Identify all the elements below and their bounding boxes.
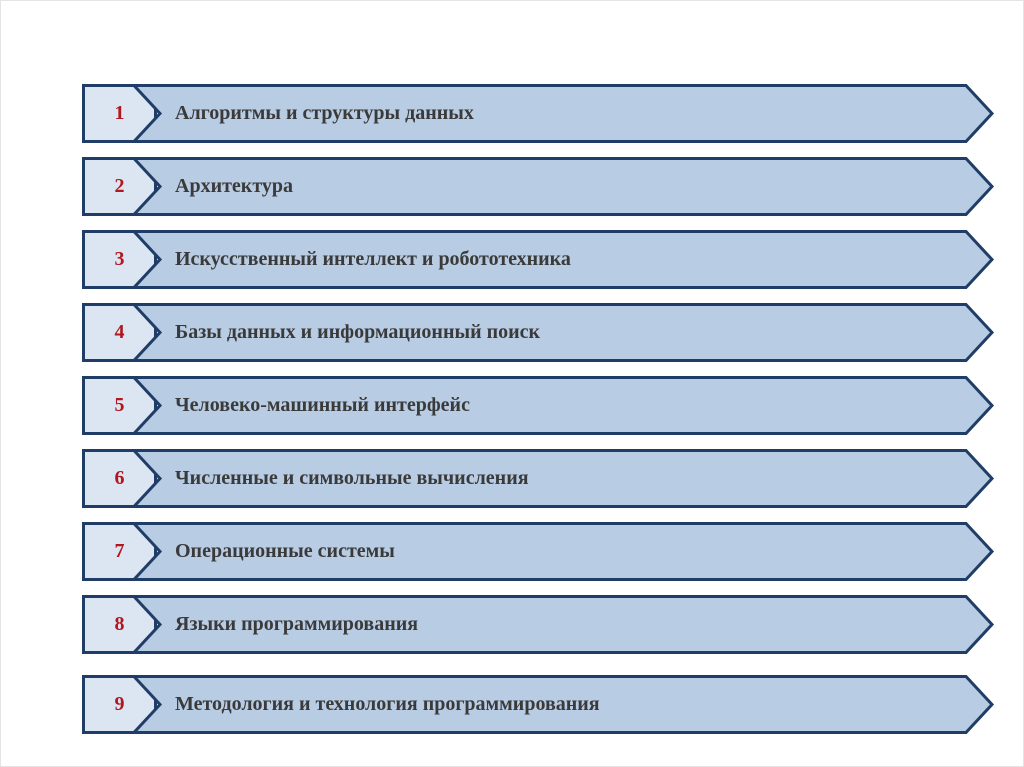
item-number: 9	[114, 693, 125, 715]
item-label: Операционные системы	[175, 540, 395, 562]
item-number: 5	[114, 394, 125, 416]
item-label: Алгоритмы и структуры данных	[175, 102, 474, 124]
item-number: 4	[114, 321, 125, 343]
list-item	[82, 230, 994, 289]
item-label: Языки программирования	[175, 613, 419, 635]
list-item	[82, 595, 994, 654]
item-label: Методология и технология программирования	[175, 693, 600, 715]
item-number: 3	[114, 248, 125, 270]
item-label: Искусственный интеллект и робототехника	[175, 248, 571, 270]
list-item	[82, 157, 994, 216]
item-label: Численные и символьные вычисления	[175, 467, 529, 489]
list-item	[82, 84, 994, 143]
list-item	[82, 522, 994, 581]
item-number: 7	[114, 540, 125, 562]
list-item	[82, 376, 994, 435]
item-label: Архитектура	[175, 175, 293, 197]
list-item	[82, 675, 994, 734]
item-number: 6	[114, 467, 125, 489]
item-number: 8	[114, 613, 125, 635]
item-label: Человеко-машинный интерфейс	[175, 394, 470, 416]
item-number: 1	[114, 102, 125, 124]
item-label: Базы данных и информационный поиск	[175, 321, 541, 343]
item-number: 2	[114, 175, 125, 197]
list-item	[82, 303, 994, 362]
list-item	[82, 449, 994, 508]
